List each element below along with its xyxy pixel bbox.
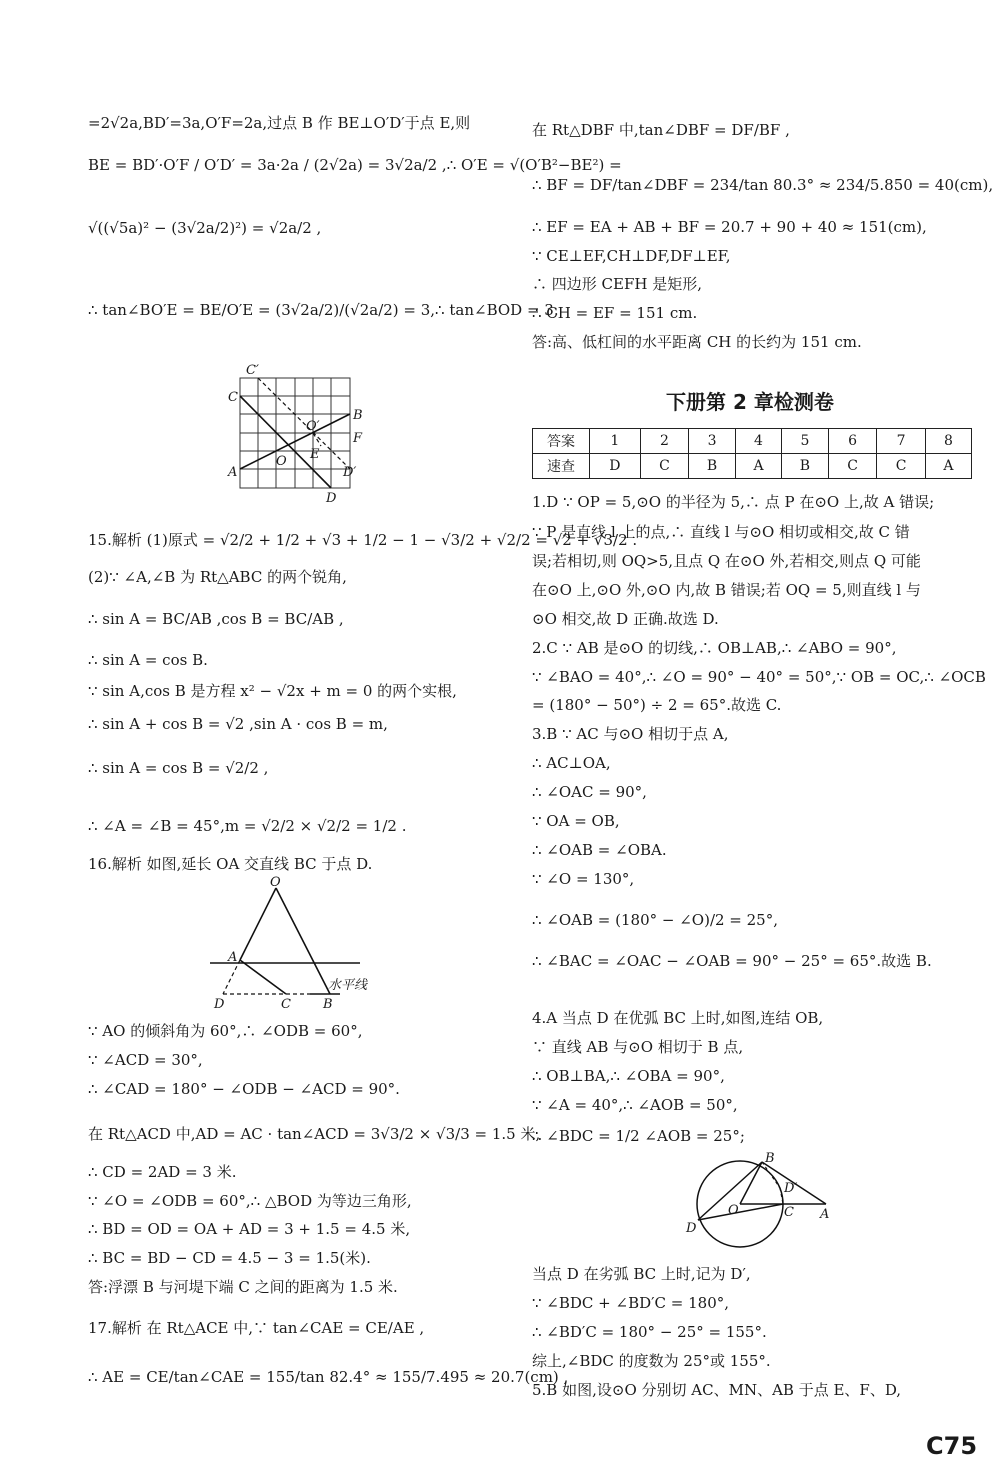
section-title: 下册第 2 章检测卷	[666, 390, 834, 414]
line-OA	[240, 888, 276, 960]
label: A	[228, 465, 238, 480]
text-line: ∴ sin A = cos B.	[88, 651, 208, 669]
text-line: 误;若相切,则 OQ>5,且点 Q 在⊙O 外,若相交,则点 Q 可能	[532, 552, 921, 570]
text-line: ∴ ∠OAB = ∠OBA.	[532, 841, 667, 859]
text-line: ∵ ∠A = 40°,∴ ∠AOB = 50°,	[532, 1096, 738, 1114]
text-line: ∴ 四边形 CEFH 是矩形,	[532, 275, 702, 293]
table-cell: 1	[590, 429, 641, 454]
table-cell: 4	[735, 429, 781, 454]
table-cell: 2	[640, 429, 689, 454]
text-line: ∵ P 是直线 l 上的点,∴ 直线 l 与⊙O 相切或相交,故 C 错	[532, 523, 910, 541]
table-row	[533, 454, 972, 479]
grid-figure	[226, 364, 361, 504]
text-line: 在 Rt△DBF 中,tan∠DBF = DF/BF ,	[532, 121, 790, 139]
text-line: ∵ ∠ACD = 30°,	[88, 1051, 203, 1069]
line-AC	[240, 960, 286, 994]
label: O	[728, 1203, 739, 1218]
label: D	[686, 1221, 697, 1236]
label: 水平线	[328, 978, 368, 993]
text-line: ∴ ∠BAC = ∠OAC − ∠OAB = 90° − 25° = 65°.故选 B.	[532, 952, 932, 970]
text-line: √((√5a)² − (3√2a/2)²) = √2a/2 ,	[88, 219, 322, 237]
label: D′	[784, 1181, 798, 1196]
text-line: ∴ CH = EF = 151 cm.	[532, 304, 698, 322]
label: E	[310, 447, 320, 462]
line-AD	[223, 960, 240, 994]
line-OB	[740, 1162, 762, 1204]
label: D	[214, 997, 225, 1012]
table-cell: A	[925, 454, 971, 479]
text-line: ∴ OB⊥BA,∴ ∠OBA = 90°,	[532, 1067, 725, 1085]
text-line: ∵ ∠O = ∠ODB = 60°,∴ △BOD 为等边三角形,	[88, 1192, 412, 1210]
page-number: C75	[926, 1432, 978, 1460]
table-cell: C	[828, 454, 877, 479]
circle-figure	[680, 1150, 840, 1250]
label: O′	[306, 419, 320, 434]
text-line: ∴ BD = OD = OA + AD = 3 + 1.5 = 4.5 米,	[88, 1220, 411, 1238]
text-line: 在 Rt△ACD 中,AD = AC · tan∠ACD = 3√3/2 × √3/3 = 1.5 米,	[88, 1125, 541, 1143]
text-line: 综上,∠BDC 的度数为 25°或 155°.	[532, 1352, 771, 1370]
label: F	[353, 431, 363, 446]
line-CD-prime	[258, 378, 350, 469]
label: D	[326, 491, 337, 506]
text-line: BE = BD′·O′F / O′D′ = 3a·2a / (2√2a) = 3√2a/2 ,∴ O′E = √(O′B²−BE²) =	[88, 156, 622, 174]
label: C	[281, 997, 291, 1012]
table-cell: 8	[925, 429, 971, 454]
text-line: ∵ ∠O = 130°,	[532, 870, 635, 888]
text-line: ∴ ∠BD′C = 180° − 25° = 155°.	[532, 1323, 767, 1341]
label: B	[353, 408, 363, 423]
table-cell: C	[877, 454, 926, 479]
text-line: ∵ CE⊥EF,CH⊥DF,DF⊥EF,	[532, 247, 731, 265]
line-DC	[698, 1204, 783, 1220]
text-line: ∴ AC⊥OA,	[532, 754, 611, 772]
label: O	[276, 454, 287, 469]
label: O	[270, 875, 281, 890]
text-line: ∵ OA = OB,	[532, 812, 620, 830]
text-line: 17.解析 在 Rt△ACE 中,∵ tan∠CAE = CE/AE ,	[88, 1319, 425, 1337]
table-row	[533, 429, 972, 454]
table-cell: C	[640, 454, 689, 479]
text-line: 15.解析 (1)原式 = √2/2 + 1/2 + √3 + 1/2 − 1 − √3/2 + √2/2 = √2 + √3/2 .	[88, 531, 638, 549]
text-line: ∴ tan∠BO′E = BE/O′E = (3√2a/2)/(√2a/2) = 3,∴ tan∠BOD = 3.	[88, 301, 559, 319]
text-line: ∴ BF = DF/tan∠DBF = 234/tan 80.3° ≈ 234/5.850 = 40(cm),	[532, 176, 994, 194]
text-line: 答:浮漂 B 与河堤下端 C 之间的距离为 1.5 米.	[88, 1278, 398, 1296]
text-line: ⊙O 相交,故 D 正确.故选 D.	[532, 610, 719, 628]
text-line: ∴ BC = BD − CD = 4.5 − 3 = 1.5(米).	[88, 1249, 371, 1267]
table-cell: D	[590, 454, 641, 479]
text-line: ∴ sin A + cos B = √2 ,sin A · cos B = m,	[88, 715, 388, 733]
label: C	[228, 390, 238, 405]
text-line: 1.D ∵ OP = 5,⊙O 的半径为 5,∴ 点 P 在⊙O 上,故 A 错误;	[532, 493, 935, 511]
text-line: 5.B 如图,设⊙O 分别切 AC、MN、AB 于点 E、F、D,	[532, 1381, 902, 1399]
text-line: ∴ sin A = BC/AB ,cos B = BC/AB ,	[88, 610, 344, 628]
text-line: ∴ ∠BDC = 1/2 ∠AOB = 25°;	[532, 1127, 745, 1145]
text-line: 在⊙O 上,⊙O 外,⊙O 内,故 B 错误;若 OQ = 5,则直线 l 与	[532, 581, 921, 599]
table-header-cell: 速查	[533, 454, 590, 479]
label: D′	[343, 465, 357, 480]
line-CD	[240, 396, 331, 488]
label: B	[765, 1151, 775, 1166]
text-line: ∴ AE = CE/tan∠CAE = 155/tan 82.4° ≈ 155/7.495 ≈ 20.7(cm) ,	[88, 1368, 569, 1386]
text-line: ∵ ∠BAO = 40°,∴ ∠O = 90° − 40° = 50°,∵ OB = OC,∴ ∠OCB	[532, 668, 986, 686]
text-line: ∴ ∠CAD = 180° − ∠ODB − ∠ACD = 90°.	[88, 1080, 400, 1098]
label: B	[323, 997, 333, 1012]
label: A	[820, 1207, 830, 1222]
text-line: 4.A 当点 D 在优弧 BC 上时,如图,连结 OB,	[532, 1009, 824, 1027]
text-line: =2√2a,BD′=3a,O′F=2a,过点 B 作 BE⊥O′D′于点 E,则	[88, 114, 471, 132]
text-line: ∵ ∠BDC + ∠BD′C = 180°,	[532, 1294, 730, 1312]
label: A	[228, 950, 238, 965]
text-line: ∵ 直线 AB 与⊙O 相切于 B 点,	[532, 1038, 744, 1056]
line-OB	[276, 888, 330, 994]
table-header-cell: 答案	[533, 429, 590, 454]
text-line: (2)∵ ∠A,∠B 为 Rt△ABC 的两个锐角,	[88, 568, 347, 586]
triangle-figure	[200, 876, 480, 1016]
text-line: ∴ ∠A = ∠B = 45°,m = √2/2 × √2/2 = 1/2 .	[88, 817, 407, 835]
table-cell: 6	[828, 429, 877, 454]
text-line: ∵ sin A,cos B 是方程 x² − √2x + m = 0 的两个实根,	[88, 682, 457, 700]
text-line: ∴ ∠OAC = 90°,	[532, 783, 647, 801]
table-cell: B	[689, 454, 736, 479]
answer-table	[532, 428, 972, 479]
table-cell: 7	[877, 429, 926, 454]
text-line: 3.B ∵ AC 与⊙O 相切于点 A,	[532, 725, 729, 743]
table-cell: A	[735, 454, 781, 479]
text-line: 16.解析 如图,延长 OA 交直线 BC 于点 D.	[88, 855, 373, 873]
text-line: 当点 D 在劣弧 BC 上时,记为 D′,	[532, 1265, 751, 1283]
label: C′	[246, 363, 259, 378]
text-line: = (180° − 50°) ÷ 2 = 65°.故选 C.	[532, 696, 782, 714]
text-line: ∴ sin A = cos B = √2/2 ,	[88, 759, 269, 777]
label: C	[784, 1205, 794, 1220]
text-line: ∴ CD = 2AD = 3 米.	[88, 1163, 237, 1181]
text-line: 2.C ∵ AB 是⊙O 的切线,∴ OB⊥AB,∴ ∠ABO = 90°,	[532, 639, 897, 657]
text-line: ∴ EF = EA + AB + BF = 20.7 + 90 + 40 ≈ 151(cm),	[532, 218, 927, 236]
text-line: ∵ AO 的倾斜角为 60°,∴ ∠ODB = 60°,	[88, 1022, 363, 1040]
text-line: 答:高、低杠间的水平距离 CH 的长约为 151 cm.	[532, 333, 862, 351]
table-cell: 3	[689, 429, 736, 454]
table-cell: B	[782, 454, 829, 479]
text-line: ∴ ∠OAB = (180° − ∠O)/2 = 25°,	[532, 911, 778, 929]
table-cell: 5	[782, 429, 829, 454]
